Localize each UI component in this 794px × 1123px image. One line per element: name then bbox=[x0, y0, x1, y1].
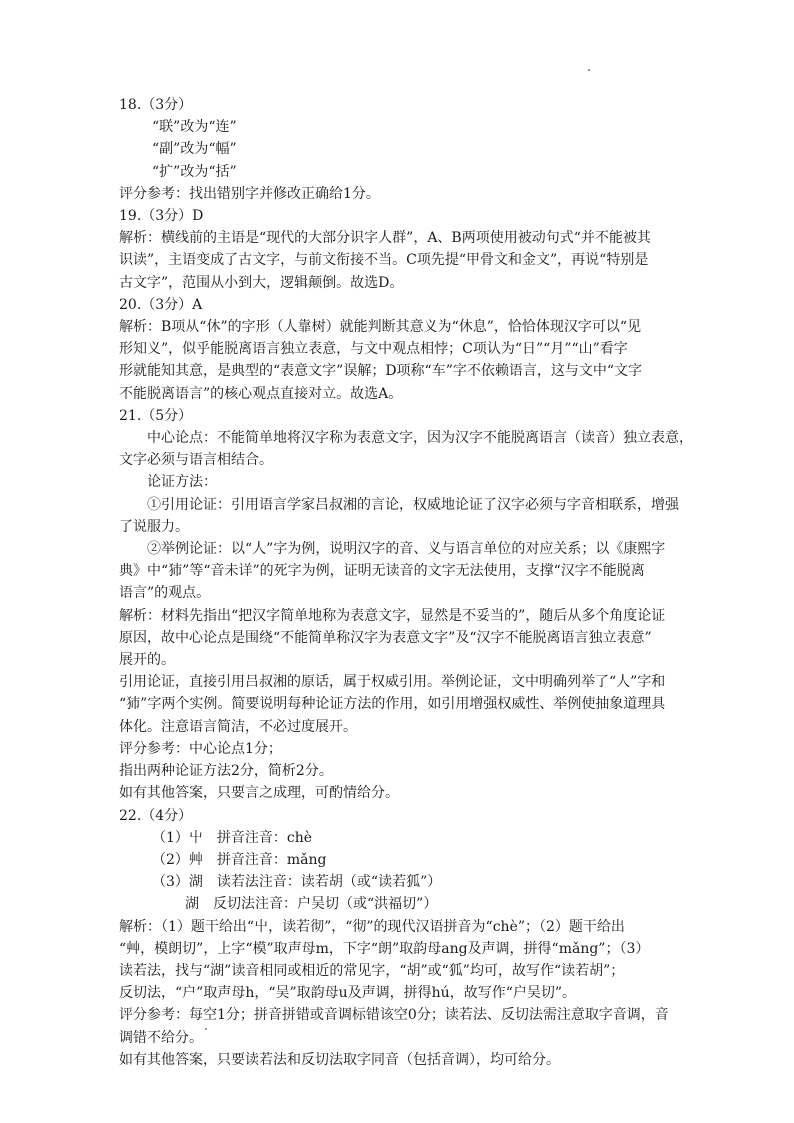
q20-analysis-line: 形就能知其意，是典型的“表意文字”误解；D项称“车”字不依赖语言，这与文中“文字 bbox=[119, 363, 643, 380]
q21-method1-line: ①引用论证：引用语言学家吕叔湘的言论，权威地论证了汉字必须与字音相联系，增强 bbox=[147, 496, 679, 513]
q22-analysis-line: “艸，模朗切”，上字“模”取声母m，下字“朗”取韵母ang及声调，拼得“mǎng”；（3） bbox=[119, 940, 650, 957]
q18-scoring: 评分参考：找出错别字并修改正确给1分。 bbox=[119, 185, 380, 202]
q21-method1-line: 了说服力。 bbox=[119, 518, 189, 535]
q19-analysis-line: 解析：横线前的主语是“现代的大部分识字人群”，A、B两项使用被动句式“并不能被其 bbox=[119, 230, 651, 247]
q20-analysis-line: 形知义”，似乎能脱离语言独立表意，与文中观点相悖；C项认为“日”“月”“山”看字 bbox=[119, 341, 628, 358]
q20-analysis-line: 解析：B项从“休”的字形（人靠树）就能判断其意义为“休息”，恰恰体现汉字可以“见 bbox=[119, 319, 642, 336]
q21-heading: 21.（5分） bbox=[119, 407, 193, 424]
q19-analysis-line: 识读”，主语变成了古文字，与前文衔接不当。C项先提“甲骨文和金文”，再说“特别是 bbox=[119, 252, 649, 269]
q22-item-3b: 湖 反切法注音：户吴切（或“洪福切”） bbox=[185, 896, 438, 913]
q21-analysis-line: 解析：材料先指出“把汉字简单地称为表意文字，显然是不妥当的”，随后从多个角度论证 bbox=[119, 607, 666, 624]
q22-item-3: （3）湖 读若法注音：读若胡（或“读若狐”） bbox=[152, 874, 442, 891]
q21-thesis-line: 中心论点：不能简单地将汉字称为表意文字，因为汉字不能脱离语言（读音）独立表意， bbox=[147, 430, 693, 447]
q22-analysis-line: 解析：（1）题干给出“屮，读若彻”，“彻”的现代汉语拼音为“chè”；（2）题干给出 bbox=[119, 918, 625, 935]
q19-heading: 19.（3分）D bbox=[119, 208, 204, 225]
q22-item-1: （1）屮 拼音注音：chè bbox=[152, 829, 313, 846]
q21-analysis-line: 体化。注意语言简洁，不必过度展开。 bbox=[119, 718, 357, 735]
q21-analysis-line: 原因，故中心论点是围绕“不能简单称汉字为表意文字”及“汉字不能脱离语言独立表意” bbox=[119, 629, 652, 646]
q18-item-2: “副”改为“幅” bbox=[152, 141, 237, 158]
q20-analysis-line: 不能脱离语言”的核心观点直接对立。故选A。 bbox=[119, 385, 403, 402]
q21-scoring-line: 评分参考：中心论点1分； bbox=[119, 740, 282, 757]
q21-scoring-line: 如有其他答案，只要言之成理，可酌情给分。 bbox=[119, 785, 399, 802]
q21-method2-line: 典》中“犻”等“音未详”的死字为例，证明无读音的文字无法使用，支撑“汉字不能脱离 bbox=[119, 563, 645, 580]
q22-item-2: （2）艸 拼音注音：mǎng bbox=[152, 851, 327, 868]
q21-analysis-line: 引用论证，直接引用吕叔湘的原话，属于权威引用。举例论证，文中明确列举了“人”字和 bbox=[119, 674, 666, 691]
q18-item-3: “扩”改为“括” bbox=[152, 163, 237, 180]
scan-speck-top bbox=[588, 69, 590, 71]
q19-analysis-line: 古文字”，范围从小到大，逻辑颠倒。故选D。 bbox=[119, 274, 404, 291]
q22-heading: 22.（4分） bbox=[119, 807, 193, 824]
q22-scoring-line: 如有其他答案，只要读若法和反切法取字同音（包括音调），均可给分。 bbox=[119, 1051, 560, 1068]
q22-scoring-line: 调错不给分。 bbox=[119, 1029, 203, 1046]
q18-heading: 18.（3分） bbox=[119, 97, 193, 113]
q21-method2-line: 语言”的观点。 bbox=[119, 585, 211, 602]
q21-method2-line: ②举例论证：以“人”字为例，说明汉字的音、义与语言单位的对应关系；以《康熙字 bbox=[147, 541, 666, 558]
q22-analysis-line: 反切法，“户”取声母h，“吴”取韵母u及声调，拼得hú，故写作“户吴切”。 bbox=[119, 985, 577, 1002]
q21-scoring-line: 指出两种论证方法2分，简析2分。 bbox=[119, 763, 333, 780]
q18-item-1: “联”改为“连” bbox=[152, 119, 237, 136]
q21-methods-label: 论证方法： bbox=[147, 474, 217, 491]
q22-scoring-line: 评分参考：每空1分；拼音拼错或音调标错该空0分；读若法、反切法需注意取字音调，音 bbox=[119, 1007, 669, 1024]
q21-analysis-line: 展开的。 bbox=[119, 652, 175, 669]
q22-analysis-line: 读若法，找与“湖”读音相同或相近的常见字，“胡”或“狐”均可，故写作“读若胡”； bbox=[119, 962, 625, 979]
q21-thesis-line: 文字必须与语言相结合。 bbox=[119, 452, 273, 469]
answer-sheet bbox=[119, 94, 693, 1071]
q21-analysis-line: “犻”字两个实例。简要说明每种论证方法的作用，如引用增强权威性、举例使抽象道理具 bbox=[119, 696, 666, 713]
q20-heading: 20.（3分）A bbox=[119, 296, 203, 313]
